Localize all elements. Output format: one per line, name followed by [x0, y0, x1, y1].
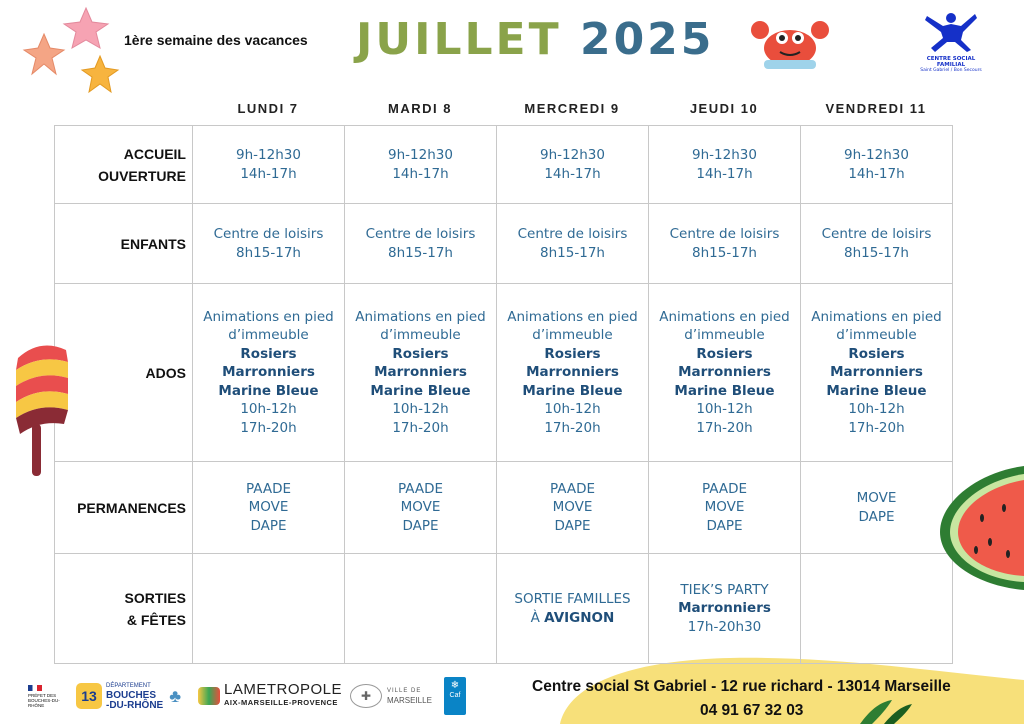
cell-enfants-friday: Centre de loisirs 8h15-17h [801, 204, 953, 284]
logo-line-2: Saint Gabriel / Bon Secours [920, 68, 982, 73]
row-label-permanences: PERMANENCES [55, 462, 193, 554]
metropole-icon [198, 687, 220, 705]
cell-enfants-thursday: Centre de loisirs 8h15-17h [649, 204, 801, 284]
week-subtitle: 1ère semaine des vacances [124, 32, 308, 48]
title-year: 2025 [579, 14, 715, 65]
watermelon-decoration [938, 462, 1024, 590]
row-ados [55, 284, 953, 462]
footer-phone: 04 91 67 32 03 [700, 702, 804, 719]
cell-permanences-friday: MOVE DAPE [801, 462, 953, 554]
cell-permanences-wednesday: PAADE MOVE DAPE [497, 462, 649, 554]
crab-decoration [750, 12, 830, 74]
snowflake-icon: ❄ [450, 680, 460, 691]
caf-logo: ❄ Caf [444, 676, 468, 716]
day-header-tuesday: MARDI 8 [388, 101, 452, 116]
cell-ados-wednesday: Animations en pied d’immeuble Rosiers Marronniers Marine Bleue 10h-12h 17h-20h [497, 284, 649, 462]
departement-logo: 13 DÉPARTEMENT BOUCHES -DU-RHÔNE ♣ [76, 676, 196, 716]
row-permanences [55, 462, 953, 554]
prefet-logo: PRÉFET DES BOUCHES-DU-RHÔNE [28, 676, 68, 716]
dancing-figure-icon [921, 10, 981, 52]
metropole-logo: LAMETROPOLE AIX-MARSEILLE-PROVENCE [198, 676, 348, 716]
schedule-table [54, 125, 953, 664]
cell-ados-friday: Animations en pied d’immeuble Rosiers Marronniers Marine Bleue 10h-12h 17h-20h [801, 284, 953, 462]
cell-sorties-tuesday [345, 554, 497, 664]
row-label-accueil: ACCUEIL OUVERTURE [55, 126, 193, 204]
cell-ados-monday: Animations en pied d’immeuble Rosiers Marronniers Marine Bleue 10h-12h 17h-20h [193, 284, 345, 462]
row-accueil [55, 126, 953, 204]
cell-permanences-monday: PAADE MOVE DAPE [193, 462, 345, 554]
row-enfants [55, 204, 953, 284]
row-label-enfants: ENFANTS [55, 204, 193, 284]
day-header-wednesday: MERCREDI 9 [524, 101, 620, 116]
cell-permanences-thursday: PAADE MOVE DAPE [649, 462, 801, 554]
tree-icon: ♣ [169, 685, 182, 706]
cell-accueil-friday: 9h-12h30 14h-17h [801, 126, 953, 204]
row-label-ados: ADOS [55, 284, 193, 462]
departement-icon: 13 [76, 683, 102, 709]
popsicle-decoration [10, 338, 74, 480]
day-header-thursday: JEUDI 10 [689, 101, 759, 116]
cell-ados-thursday: Animations en pied d’immeuble Rosiers Marronniers Marine Bleue 10h-12h 17h-20h [649, 284, 801, 462]
flag-icon [28, 685, 42, 691]
cell-enfants-wednesday: Centre de loisirs 8h15-17h [497, 204, 649, 284]
logo-line-1: CENTRE SOCIAL FAMILIAL [926, 56, 976, 68]
cell-permanences-tuesday: PAADE MOVE DAPE [345, 462, 497, 554]
row-sorties [55, 554, 953, 664]
row-label-sorties: SORTIES & FÊTES [55, 554, 193, 664]
cell-accueil-monday: 9h-12h30 14h-17h [193, 126, 345, 204]
page-title [356, 14, 714, 65]
day-header-monday: LUNDI 7 [237, 101, 299, 116]
footer-address: Centre social St Gabriel - 12 rue richard - 13014 Marseille [532, 678, 951, 695]
cell-sorties-thursday: TIEK’S PARTY Marronniers 17h-20h30 [649, 554, 801, 664]
cell-accueil-wednesday: 9h-12h30 14h-17h [497, 126, 649, 204]
centre-social-logo [916, 10, 986, 74]
cell-enfants-tuesday: Centre de loisirs 8h15-17h [345, 204, 497, 284]
coat-of-arms-icon: ✚ [350, 684, 382, 708]
cell-sorties-wednesday: SORTIE FAMILLES À AVIGNON [497, 554, 649, 664]
starfish-decoration [14, 4, 132, 104]
cell-ados-tuesday: Animations en pied d’immeuble Rosiers Marronniers Marine Bleue 10h-12h 17h-20h [345, 284, 497, 462]
cell-sorties-friday [801, 554, 953, 664]
cell-accueil-tuesday: 9h-12h30 14h-17h [345, 126, 497, 204]
cell-sorties-monday [193, 554, 345, 664]
cell-accueil-thursday: 9h-12h30 14h-17h [649, 126, 801, 204]
title-month: JUILLET [356, 14, 562, 65]
day-header-friday: VENDREDI 11 [825, 101, 927, 116]
ville-marseille-logo: ✚ VILLE DE MARSEILLE [350, 676, 440, 716]
cell-enfants-monday: Centre de loisirs 8h15-17h [193, 204, 345, 284]
